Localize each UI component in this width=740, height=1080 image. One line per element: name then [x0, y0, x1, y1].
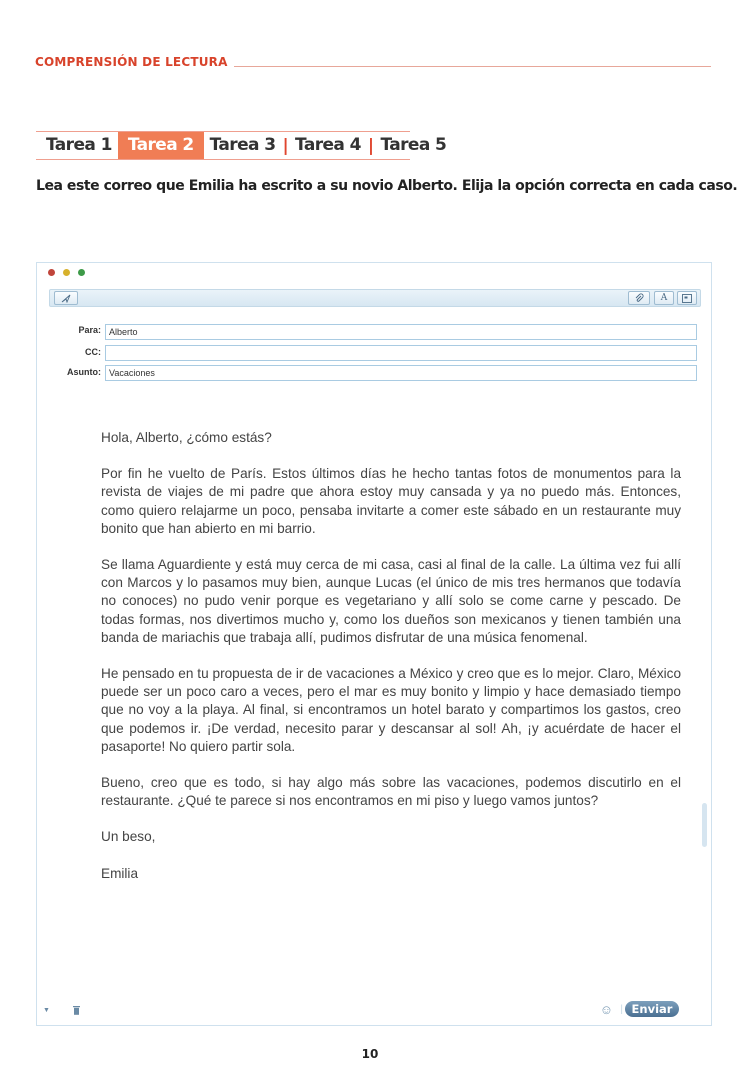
- tab-tarea-4[interactable]: Tarea 4: [295, 135, 361, 155]
- section-divider: [234, 66, 711, 67]
- cc-label: CC:: [85, 347, 101, 357]
- to-label: Para:: [78, 325, 101, 335]
- chevron-down-icon[interactable]: ▼: [43, 1007, 50, 1014]
- page-number: 10: [361, 1047, 379, 1061]
- email-closing: Un beso,: [101, 829, 156, 845]
- email-bottom-bar: [37, 995, 711, 1025]
- minimize-window-button[interactable]: [63, 269, 70, 276]
- tab-tarea-3[interactable]: Tarea 3: [209, 135, 276, 155]
- tab-separator: |: [282, 135, 289, 156]
- email-paragraph: He pensado en tu propuesta de ir de vacaciones a México y creo que es lo mejor. Claro, México puede ser un poco caro a veces, pero el mar es muy bonito y limpio y hace demasiado tiempo que no voy a la playa. Al final, si encontramos un hotel barato y compartimos los gastos, creo que podemos ir. ¡De verdad, necesito parar y descansar al sol! Ah, ¡y acuérdate de hacer el pasaporte! No quiero partir sola.: [101, 666, 681, 754]
- tab-separator: |: [367, 135, 374, 156]
- email-paragraph: Se llama Aguardiente y está muy cerca de mi casa, casi al final de la calle. La última vez fui allí con Marcos y lo pasamos muy bien, aunque Lucas (el único de mis tres hermanos que todavía no conoces) no pudo venir porque es vegetariano y allí solo se come carne y pescado. De todas formas, nos divertimos mucho y, como los dueños son mexicanos y tienen también una banda de mariachis que trabaja allí, pudimos disfrutar de una música fenomenal.: [101, 557, 681, 645]
- tab-tarea-2[interactable]: Tarea 2: [118, 132, 204, 159]
- email-paragraph: Bueno, creo que es todo, si hay algo más sobre las vacaciones, podemos discutirlo en el restaurante. ¿Qué te parece si nos encontramos en mi piso y luego vamos juntos?: [101, 775, 681, 809]
- email-window: [36, 262, 712, 1026]
- subject-field[interactable]: Vacaciones: [105, 365, 697, 381]
- maximize-window-button[interactable]: [78, 269, 85, 276]
- email-body[interactable]: [101, 429, 681, 883]
- task-tabs: [36, 131, 447, 160]
- email-paragraph: Por fin he vuelto de París. Estos últimos días he hecho tantas fotos de monumentos para la revista de viajes de mi padre que ahora estoy muy cansada y ya no puedo más. Entonces, como quiero relajarme un poco, pensaba invitarte a comer este sábado en un restaurante muy bonito que han abierto en mi barrio.: [101, 466, 681, 536]
- scrollbar[interactable]: [702, 803, 707, 847]
- photo-icon: [682, 294, 692, 303]
- trash-icon[interactable]: [73, 1005, 80, 1018]
- tab-tarea-1[interactable]: Tarea 1: [46, 135, 112, 155]
- tab-tarea-5[interactable]: Tarea 5: [380, 135, 447, 155]
- send-button[interactable]: Enviar: [625, 1001, 679, 1017]
- section-header: [35, 53, 711, 69]
- instructions: Lea este correo que Emilia ha escrito a su novio Alberto. Elija la opción correcta en cada caso.: [36, 178, 738, 194]
- email-greeting: Hola, Alberto, ¿cómo estás?: [101, 430, 272, 445]
- send-toolbar-button[interactable]: [54, 291, 78, 305]
- paperclip-icon: [634, 293, 644, 303]
- subject-label: Asunto:: [67, 367, 101, 377]
- window-controls: [48, 269, 85, 276]
- section-title: COMPRENSIÓN DE LECTURA: [35, 55, 228, 69]
- photo-button[interactable]: [677, 291, 697, 305]
- cc-field[interactable]: [105, 345, 697, 361]
- font-button[interactable]: A: [654, 291, 674, 305]
- email-toolbar: [49, 289, 701, 307]
- send-icon: [61, 294, 71, 303]
- email-signature: Emilia: [101, 865, 139, 881]
- smiley-icon[interactable]: ☺: [599, 1002, 613, 1017]
- attach-button[interactable]: [628, 291, 650, 305]
- bar-separator: |: [620, 1004, 623, 1015]
- window-titlebar: [37, 263, 711, 309]
- close-window-button[interactable]: [48, 269, 55, 276]
- to-field[interactable]: Alberto: [105, 324, 697, 340]
